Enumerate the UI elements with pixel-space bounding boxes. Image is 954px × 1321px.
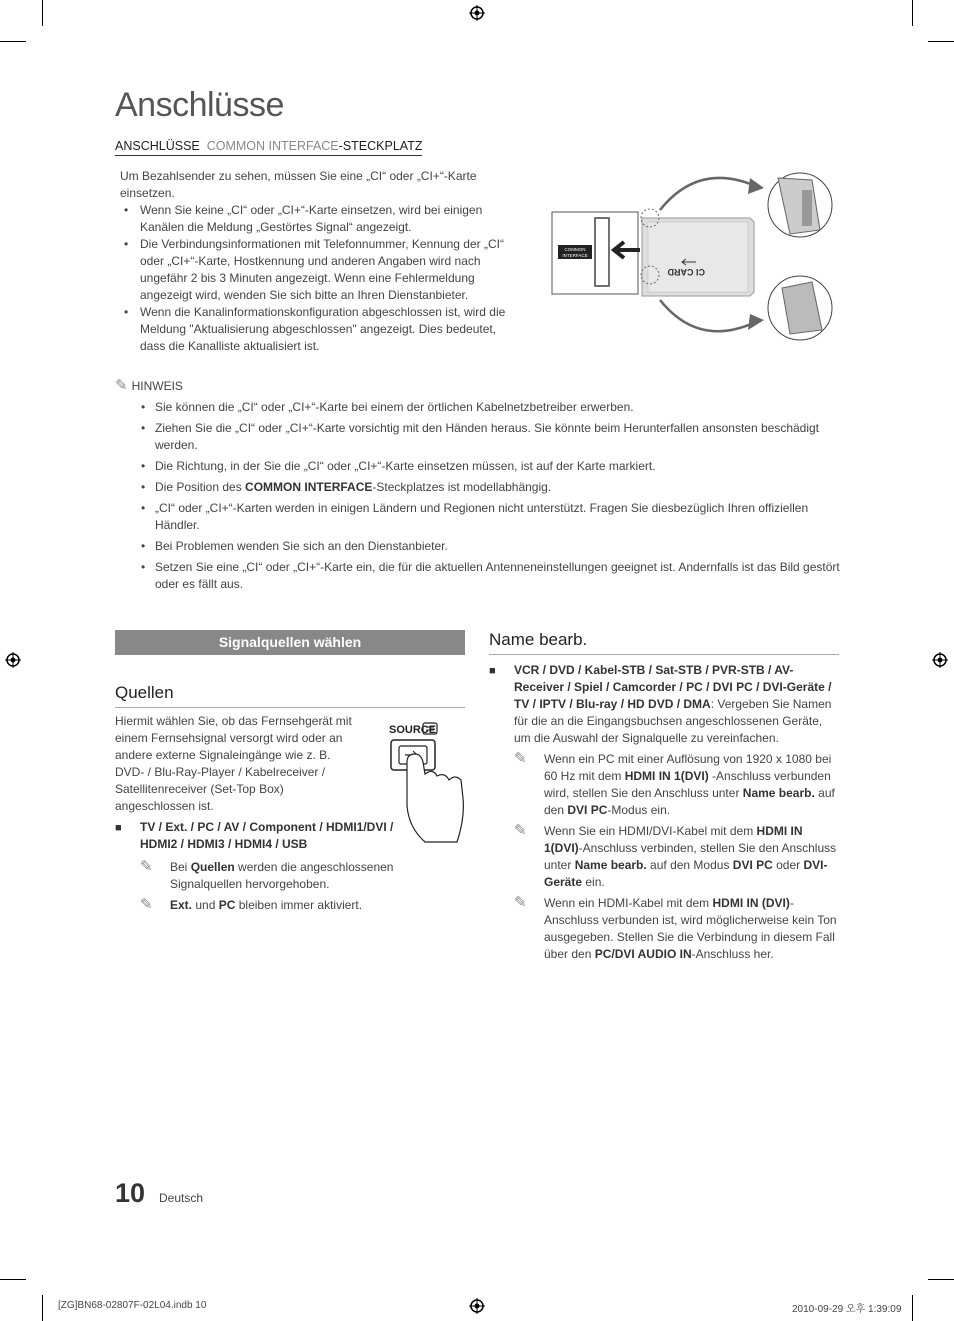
pencil-note-icon: ✎ [514, 750, 527, 767]
hinweis-bullet: • Die Position des COMMON INTERFACE-Steckplatzes ist modellabhängig. [115, 479, 840, 496]
pencil-note-icon: ✎ [514, 822, 527, 839]
registration-mark-icon [932, 652, 948, 668]
ci-card-label: CI CARD [667, 267, 705, 277]
breadcrumb-section: ANSCHLÜSSE [115, 139, 200, 153]
quellen-list [115, 819, 415, 918]
hinweis-bullet: • Sie können die „CI“ oder „CI+“-Karte bei einem der örtlichen Kabelnetzbetreiber erwerben. [115, 399, 840, 416]
quellen-note: ✎ Ext. und PC bleiben immer aktiviert. [140, 896, 363, 913]
quellen-item: ■ TV / Ext. / PC / AV / Component / HDMI1/DVI / HDMI2 / HDMI3 / HDMI4 / USB [115, 820, 394, 851]
footer-file-info: [ZG]BN68-02807F-02L04.indb 10 [58, 1300, 207, 1311]
name-bearb-item: ■ VCR / DVD / Kabel-STB / Sat-STB / PVR-STB / AV-Receiver / Spiel / Camcorder / PC / DVI PC / DVI-Geräte / TV / IPTV / Blu-ray / HD DVD / DMA: Vergeben Sie Namen für die an die Eingangsbuchsen angeschlossenen Geräte, um die Auswahl der Signalquelle zu vereinfachen. [489, 663, 832, 745]
name-bearb-note: ✎ Wenn ein HDMI-Kabel mit dem HDMI IN (DVI)-Anschluss verbunden ist, wird möglicherweise kein Ton ausgegeben. Stellen Sie die Verbindung in diesem Fall über den PC/DVI AUDIO IN-Anschluss her. [514, 894, 837, 961]
hinweis-bullet: • Die Richtung, in der Sie die „CI“ oder „CI+“-Karte einsetzen müssen, ist auf der Karte markiert. [115, 458, 840, 475]
quellen-text: Hiermit wählen Sie, ob das Fernsehgerät mit einem Fernsehsignal versorgt wird oder an andere externe Signaleingänge wie z. B. DVD- / Blu-Ray-Player / Kabelreceiver / Satellitenreceiver (Set-Top Box) angeschlossen ist. [115, 714, 352, 813]
page-number: 10 [115, 1178, 146, 1208]
ci-card-illustration [550, 170, 840, 345]
crop-mark [928, 41, 954, 42]
pencil-note-icon: ✎ [140, 858, 153, 875]
hinweis-label: HINWEIS [131, 379, 183, 393]
crop-mark [912, 0, 913, 26]
registration-mark-icon [469, 1298, 485, 1314]
name-bearb-list [489, 662, 841, 967]
hinweis-bullet: • Bei Problemen wenden Sie sich an den Dienstanbieter. [115, 538, 840, 555]
hinweis-bullet: • Setzen Sie eine „CI“ oder „CI+“-Karte ein, die für die aktuellen Antenneneinstellungen geeignet ist. Andernfalls ist das Bild gestört oder es fällt aus. [115, 559, 840, 593]
pencil-note-icon: ✎ [514, 894, 527, 911]
page-language: Deutsch [159, 1191, 204, 1205]
hinweis-list [115, 399, 840, 597]
breadcrumb-item-rest: -STECKPLATZ [338, 139, 423, 153]
hinweis-bullet: • „CI“ oder „CI+“-Karten werden in einigen Ländern und Regionen nicht unterstützt. Fragen Sie diesbezüglich Ihren offiziellen Händler. [115, 500, 840, 534]
pencil-note-icon: ✎ [115, 377, 128, 394]
crop-mark [42, 1295, 43, 1321]
slot-label-line-1: COMMON [564, 247, 586, 252]
name-bearb-heading: Name bearb. [489, 630, 839, 655]
hinweis-bullet: • Ziehen Sie die „CI“ oder „CI+“-Karte vorsichtig mit den Händen heraus. Sie könnte beim Herunterfallen ansonsten beschädigt werden. [115, 420, 840, 454]
crop-mark [42, 0, 43, 26]
section-bar-signalquellen: Signalquellen wählen [115, 630, 465, 655]
name-bearb-note: ✎ Wenn ein PC mit einer Auflösung von 1920 x 1080 bei 60 Hz mit dem HDMI IN 1(DVI) -Anschluss verbunden wird, stellen Sie den Anschluss unter Name bearb. auf den DVI PC-Modus ein. [514, 750, 835, 817]
breadcrumb-item-highlight: COMMON INTERFACE [206, 139, 339, 153]
crop-mark [0, 41, 26, 42]
crop-mark [0, 1279, 26, 1280]
quellen-heading: Quellen [115, 683, 465, 708]
name-bearb-note: ✎ Wenn Sie ein HDMI/DVI-Kabel mit dem HDMI IN 1(DVI)-Anschluss verbinden, stellen Sie den Anschluss unter Name bearb. auf den Modus DVI PC oder DVI-Geräte ein. [514, 822, 837, 889]
intro-bullet: • Die Verbindungsinformationen mit Telefonnummer, Kennung der „CI“ oder „CI+“-Karte, Hostkennung und anderen Angaben wird nach ungefähr 2 bis 3 Minuten angezeigt. Wenn eine Fehlermeldung angezeigt wird, wenden Sie sich bitte an Ihren Dienstanbieter. [115, 236, 520, 304]
registration-mark-icon [469, 5, 485, 21]
source-button-label: SOURCE [389, 724, 437, 736]
intro-text: Um Bezahlsender zu sehen, müssen Sie eine „CI“ oder „CI+“-Karte einsetzen. [120, 169, 477, 200]
intro-bullet: • Wenn die Kanalinformationskonfiguration abgeschlossen ist, wird die Meldung "Aktualisierung abgeschlossen" angezeigt. Dies bedeutet, dass die Kanalliste aktualisiert ist. [115, 304, 520, 355]
quellen-note: ✎ Bei Quellen werden die angeschlossenen Signalquellen hervorgehoben. [140, 858, 394, 891]
pencil-note-icon: ✎ [140, 896, 153, 913]
registration-mark-icon [5, 652, 21, 668]
breadcrumb [115, 139, 422, 156]
square-bullet-icon: ■ [115, 822, 122, 834]
crop-mark [928, 1279, 954, 1280]
crop-mark [912, 1295, 913, 1321]
hinweis-heading [115, 376, 183, 394]
square-bullet-icon: ■ [489, 665, 496, 677]
footer-timestamp: 2010-09-29 오후 1:39:09 [792, 1304, 902, 1315]
intro-section [120, 168, 520, 355]
slot-label-line-2: INTERFACE [562, 253, 588, 258]
intro-bullet: • Wenn Sie keine „CI“ oder „CI+“-Karte einsetzen, wird bei einigen Kanälen die Meldung „Gestörtes Signal“ angezeigt. [115, 202, 520, 236]
page-title: Anschlüsse [115, 86, 284, 124]
